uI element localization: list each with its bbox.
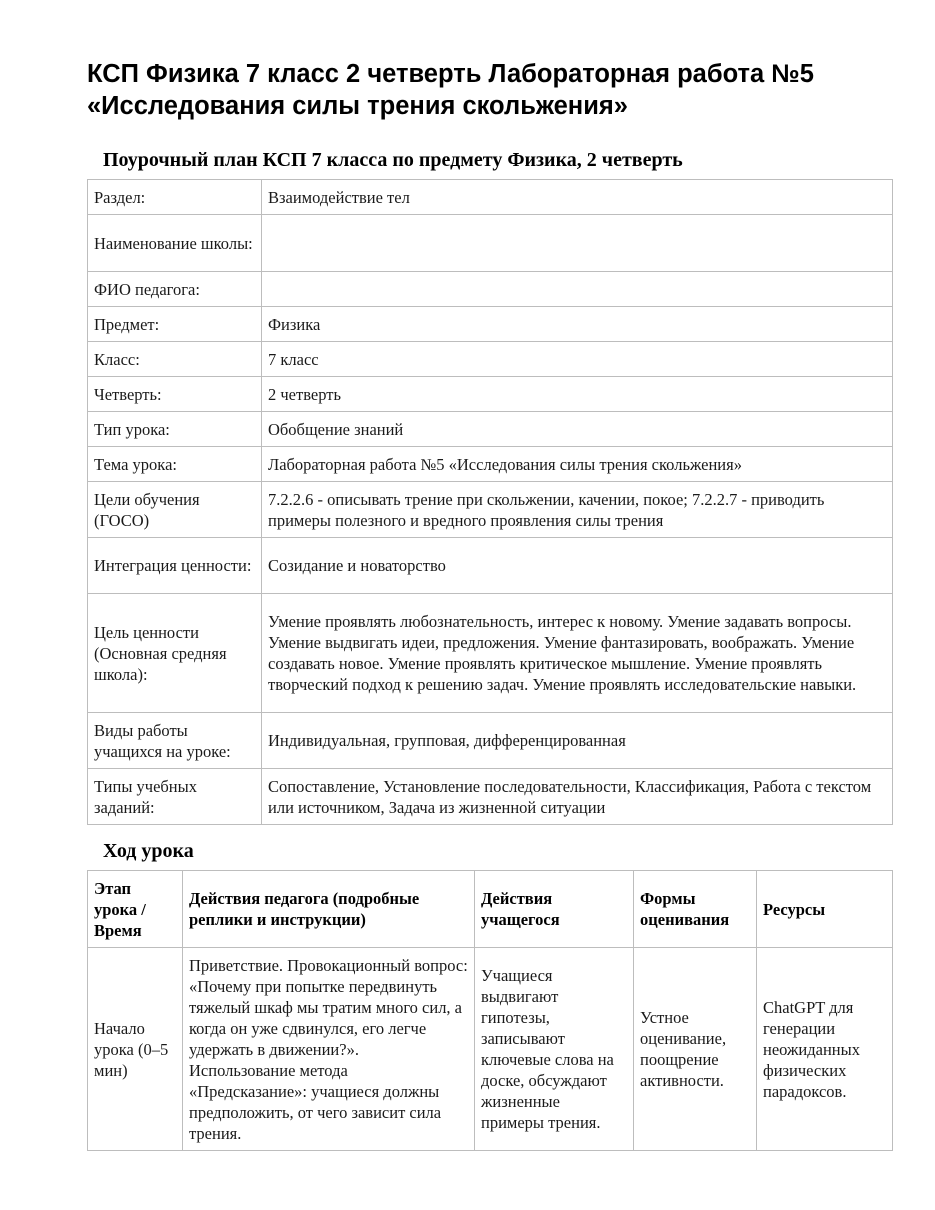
row-value: Лабораторная работа №5 «Исследования силы трения скольжения» bbox=[262, 447, 893, 482]
row-value: Взаимодействие тел bbox=[262, 180, 893, 215]
column-header-student: Действия учащегося bbox=[475, 871, 634, 948]
row-label: Типы учебных заданий: bbox=[88, 769, 262, 825]
row-label: Предмет: bbox=[88, 307, 262, 342]
table-row bbox=[88, 342, 893, 377]
row-value: Индивидуальная, групповая, дифференцированная bbox=[262, 713, 893, 769]
row-value: 2 четверть bbox=[262, 377, 893, 412]
column-header-resources: Ресурсы bbox=[757, 871, 893, 948]
table-row bbox=[88, 180, 893, 215]
cell-resources: ChatGPT для генерации неожиданных физических парадоксов. bbox=[757, 948, 893, 1151]
row-value: Обобщение знаний bbox=[262, 412, 893, 447]
row-value: Созидание и новаторство bbox=[262, 538, 893, 594]
row-label: Наименование школы: bbox=[88, 215, 262, 272]
table-header-row bbox=[88, 871, 893, 948]
table-row bbox=[88, 713, 893, 769]
cell-teacher: Приветствие. Провокационный вопрос: «Почему при попытке передвинуть тяжелый шкаф мы тратим много сил, а когда он уже сдвинулся, его легче удержать в движении?». Использование метода «Предсказание»: учащиеся должны предположить, от чего зависит сила трения. bbox=[183, 948, 475, 1151]
lesson-heading: Ход урока bbox=[103, 840, 194, 862]
table-row bbox=[88, 538, 893, 594]
row-value: 7.2.2.6 - описывать трение при скольжении, качении, покое; 7.2.2.7 - приводить примеры полезного и вредного проявления силы трения bbox=[262, 482, 893, 538]
row-label: Тип урока: bbox=[88, 412, 262, 447]
row-value bbox=[262, 272, 893, 307]
row-value: 7 класс bbox=[262, 342, 893, 377]
column-header-assessment: Формы оценивания bbox=[634, 871, 757, 948]
table-row bbox=[88, 215, 893, 272]
lesson-table bbox=[87, 870, 893, 1151]
table-row bbox=[88, 377, 893, 412]
row-label: Класс: bbox=[88, 342, 262, 377]
row-label: Виды работы учащихся на уроке: bbox=[88, 713, 262, 769]
plan-table bbox=[87, 179, 893, 825]
row-label: Четверть: bbox=[88, 377, 262, 412]
table-row bbox=[88, 412, 893, 447]
row-label: Раздел: bbox=[88, 180, 262, 215]
row-value: Сопоставление, Установление последовательности, Классификация, Работа с текстом или источником, Задача из жизненной ситуации bbox=[262, 769, 893, 825]
cell-assessment: Устное оценивание, поощрение активности. bbox=[634, 948, 757, 1151]
row-value: Физика bbox=[262, 307, 893, 342]
table-row bbox=[88, 447, 893, 482]
plan-heading: Поурочный план КСП 7 класса по предмету Физика, 2 четверть bbox=[103, 149, 683, 171]
document-title: КСП Физика 7 класс 2 четверть Лабораторная работа №5 «Исследования силы трения скольжения» bbox=[87, 60, 814, 120]
row-label: ФИО педагога: bbox=[88, 272, 262, 307]
table-row bbox=[88, 948, 893, 1151]
cell-stage: Начало урока (0–5 мин) bbox=[88, 948, 183, 1151]
row-label: Тема урока: bbox=[88, 447, 262, 482]
row-value bbox=[262, 215, 893, 272]
table-row bbox=[88, 307, 893, 342]
row-label: Интеграция ценности: bbox=[88, 538, 262, 594]
table-row bbox=[88, 482, 893, 538]
table-row bbox=[88, 594, 893, 713]
cell-student: Учащиеся выдвигают гипотезы, записывают ключевые слова на доске, обсуждают жизненные примеры трения. bbox=[475, 948, 634, 1151]
row-value: Умение проявлять любознательность, интерес к новому. Умение задавать вопросы. Умение выдвигать идеи, предложения. Умение фантазировать, воображать. Умение создавать новое. Умение проявлять критическое мышление. Умение проявлять творческий подход к решению задач. Умение проявлять исследовательские навыки. bbox=[262, 594, 893, 713]
table-row bbox=[88, 769, 893, 825]
row-label: Цель ценности (Основная средняя школа): bbox=[88, 594, 262, 713]
column-header-teacher: Действия педагога (подробные реплики и инструкции) bbox=[183, 871, 475, 948]
row-label: Цели обучения (ГОСО) bbox=[88, 482, 262, 538]
table-row bbox=[88, 272, 893, 307]
column-header-stage: Этап урока / Время bbox=[88, 871, 183, 948]
